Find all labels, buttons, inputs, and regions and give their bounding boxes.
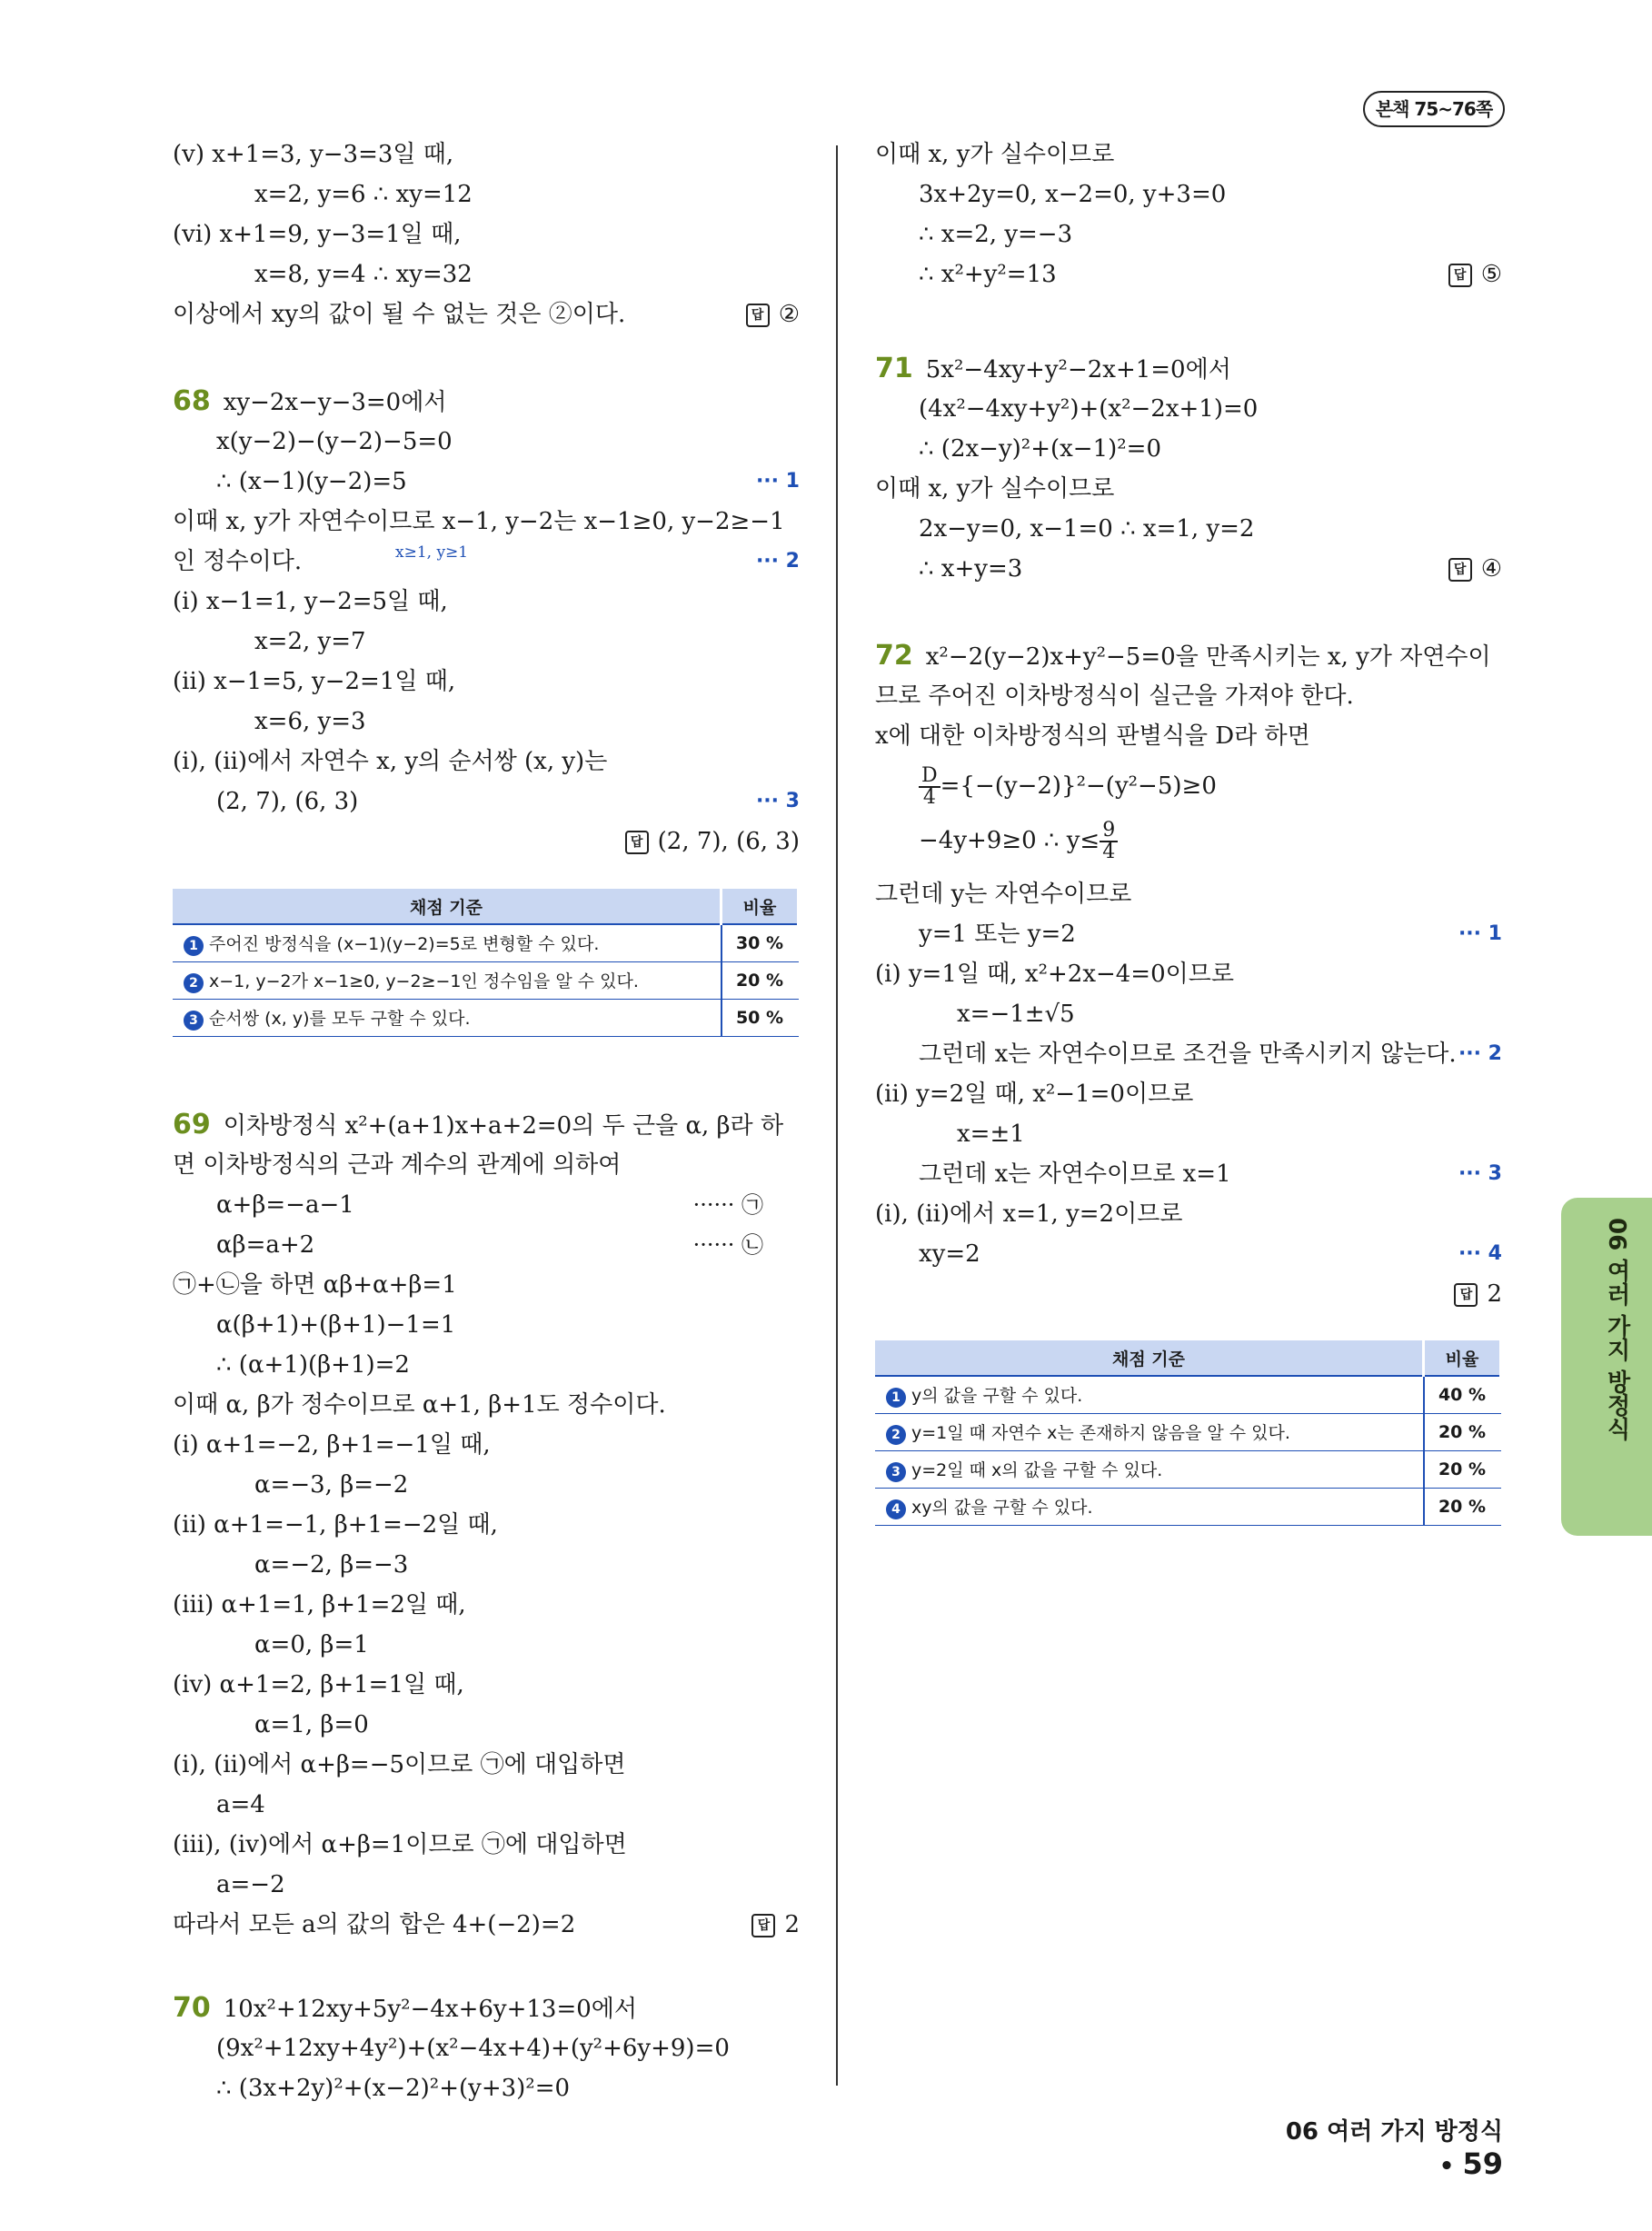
text-line-content: x²−2(y−2)x+y²−5=0을 만족시키는 x, y가 자연수이	[925, 643, 1491, 671]
text-line-content: 인 정수이다.	[173, 548, 303, 575]
problem-71-header	[875, 351, 1502, 387]
step-marker: ··· 3	[1458, 1162, 1502, 1185]
discriminant-line	[875, 763, 1502, 809]
text-line: α=0, β=1	[254, 1631, 369, 1658]
problem-69-header	[173, 1107, 800, 1143]
text-line: (iii) α+1=1, β+1=2일 때,	[173, 1591, 466, 1618]
criterion-number: 4	[886, 1499, 906, 1519]
text-line	[875, 1236, 1502, 1272]
criterion-number: 3	[184, 1011, 204, 1031]
criterion-number: 2	[886, 1425, 906, 1445]
page-range-badge: 본책 75~76쪽	[1363, 91, 1505, 127]
answer-label: 답	[746, 304, 770, 327]
text-line-content: αβ=a+2	[216, 1231, 315, 1259]
text-line: 이때 x, y가 실수이므로	[875, 475, 1115, 503]
scoring-table	[875, 1340, 1502, 1526]
column-divider	[836, 145, 838, 2086]
text-line-content: 그런데 x는 자연수이므로 x=1	[919, 1160, 1231, 1188]
table-header: 비율	[722, 889, 799, 924]
problem-70-header	[173, 1990, 800, 2027]
text-line-content: 10x²+12xy+5y²−4x+6y+13=0에서	[223, 1996, 638, 2023]
table-row	[173, 924, 799, 962]
text-line: 3x+2y=0, x−2=0, y+3=0	[919, 181, 1227, 208]
text-line: (i) x−1=1, y−2=5일 때,	[173, 588, 448, 615]
step-marker: ··· 3	[755, 790, 800, 812]
text-line: (vi) x+1=9, y−3=1일 때,	[173, 221, 462, 248]
criterion-percent: 30 %	[722, 924, 799, 962]
footer-chapter: 06 여러 가지 방정식 •	[1285, 2118, 1503, 2180]
problem-number: 72	[875, 640, 913, 672]
text-line-content: 따라서 모든 a의 값의 합은 4+(−2)=2	[173, 1911, 576, 1938]
text-line: x에 대한 이차방정식의 판별식을 D라 하면	[875, 722, 1310, 750]
text-line: a=−2	[216, 1871, 285, 1898]
text-line: (iv) α+1=2, β+1=1일 때,	[173, 1671, 464, 1698]
answer	[751, 1907, 800, 1943]
criterion-text: xy의 값을 구할 수 있다.	[911, 1498, 1093, 1518]
page-footer	[1272, 2113, 1503, 2181]
equation-tag: ······ ㉠	[692, 1192, 763, 1218]
answer	[1448, 551, 1502, 587]
answer	[625, 823, 800, 860]
text-line: (i) α+1=−2, β+1=−1일 때,	[173, 1431, 491, 1459]
criterion-text: 순서쌍 (x, y)를 모두 구할 수 있다.	[209, 1009, 471, 1029]
text-line	[173, 463, 800, 500]
criterion-number: 3	[886, 1462, 906, 1482]
answer	[746, 296, 800, 333]
criterion-percent: 40 %	[1424, 1376, 1501, 1414]
table-row	[875, 1376, 1501, 1414]
answer	[1454, 1276, 1502, 1312]
text-line	[875, 1276, 1502, 1312]
text-line-content: 이상에서 xy의 값이 될 수 없는 것은 ②이다.	[173, 301, 626, 328]
text-line: α=1, β=0	[254, 1711, 369, 1738]
answer-value: 2	[784, 1911, 800, 1938]
underline-note: x≥1, y≥1	[395, 543, 469, 562]
step-marker: ··· 2	[755, 550, 800, 573]
text-line: x=±1	[957, 1120, 1025, 1148]
text-line-content: xy−2x−y−3=0에서	[223, 389, 447, 416]
equation-tag: ······ ㉡	[692, 1232, 763, 1258]
chapter-side-tab-label: 06 여러 가지 방정식	[1603, 1218, 1630, 1441]
text-line-content: 이차방정식 x²+(a+1)x+a+2=0의 두 근을 α, β라 하	[223, 1112, 784, 1140]
criterion-percent: 50 %	[722, 1000, 799, 1037]
text-line	[875, 1036, 1502, 1072]
text-line-content: xy=2	[919, 1240, 980, 1268]
text-line: 그런데 y는 자연수이므로	[875, 881, 1132, 908]
table-row	[875, 1451, 1501, 1489]
problem-number: 69	[173, 1109, 211, 1140]
table-row	[173, 1000, 799, 1037]
page-number: 59	[1462, 2146, 1503, 2181]
table-header: 비율	[1424, 1340, 1501, 1376]
text-line: 면 이차방정식의 근과 계수의 관계에 의하여	[173, 1151, 622, 1179]
text-line-content: ∴ (x−1)(y−2)=5	[216, 468, 407, 495]
text-line: 이때 x, y가 자연수이므로 x−1, y−2는 x−1≥0, y−2≥−1	[173, 508, 785, 535]
table-row	[875, 1489, 1501, 1526]
text-line-content: ={−(y−2)}²−(y²−5)≥0	[940, 772, 1217, 800]
criterion-text: y=1일 때 자연수 x는 존재하지 않음을 알 수 있다.	[911, 1423, 1290, 1443]
text-line: α=−2, β=−3	[254, 1551, 409, 1579]
text-line: ㉠+㉡을 하면 αβ+α+β=1	[173, 1271, 457, 1299]
problem-72-header	[875, 638, 1502, 674]
text-line: (4x²−4xy+y²)+(x²−2x+1)=0	[919, 395, 1259, 423]
text-line: x=−1±√5	[957, 1001, 1075, 1028]
step-marker: ··· 1	[755, 470, 800, 493]
problem-number: 71	[875, 353, 913, 384]
text-line: x=2, y=6 ∴ xy=12	[254, 181, 473, 208]
text-line	[173, 296, 800, 333]
fraction-9-over-4: $\frac{9}{4}$	[1100, 821, 1118, 862]
text-line: α=−3, β=−2	[254, 1471, 409, 1499]
criterion-text: y=2일 때 x의 값을 구할 수 있다.	[911, 1460, 1163, 1480]
text-line: x(y−2)−(y−2)−5=0	[216, 428, 453, 455]
answer-label: 답	[1448, 558, 1472, 582]
text-line: 므로 주어진 이차방정식이 실근을 가져야 한다.	[875, 682, 1354, 710]
text-line-content: ∴ x+y=3	[919, 555, 1023, 583]
table-header: 채점 기준	[173, 889, 722, 924]
answer-value: (2, 7), (6, 3)	[657, 828, 800, 855]
text-line: (9x²+12xy+4y²)+(x²−4x+4)+(y²+6y+9)=0	[216, 2035, 730, 2062]
criterion-percent: 20 %	[1424, 1489, 1501, 1526]
text-line	[875, 916, 1502, 952]
text-line	[173, 1227, 800, 1263]
text-line: (ii) α+1=−1, β+1=−2일 때,	[173, 1511, 498, 1539]
text-line-content: 그런데 x는 자연수이므로 조건을 만족시키지 않는다.	[919, 1041, 1457, 1068]
answer-label: 답	[1454, 1283, 1478, 1307]
text-line: ∴ (3x+2y)²+(x−2)²+(y+3)²=0	[216, 2075, 571, 2102]
text-line: ∴ (α+1)(β+1)=2	[216, 1351, 410, 1379]
criterion-percent: 20 %	[722, 962, 799, 1000]
text-line	[173, 823, 800, 860]
answer-label: 답	[625, 831, 649, 854]
text-line	[875, 256, 1502, 293]
text-line	[173, 543, 800, 580]
criterion-number: 2	[184, 973, 204, 993]
text-line: x=2, y=7	[254, 628, 366, 655]
text-line: a=4	[216, 1791, 265, 1818]
criterion-percent: 20 %	[1424, 1414, 1501, 1451]
text-line	[173, 783, 800, 820]
text-line: (i) y=1일 때, x²+2x−4=0이므로	[875, 961, 1234, 988]
step-marker: ··· 4	[1458, 1242, 1502, 1265]
text-line-content: α+β=−a−1	[216, 1191, 354, 1219]
text-line: x=6, y=3	[254, 708, 366, 735]
answer-value: ④	[1480, 555, 1502, 583]
text-line: 이때 x, y가 실수이므로	[875, 141, 1115, 168]
text-line: (i), (ii)에서 α+β=−5이므로 ㉠에 대입하면	[173, 1751, 626, 1778]
text-line-content: y=1 또는 y=2	[919, 921, 1076, 948]
criterion-number: 1	[184, 936, 204, 956]
text-line: (ii) y=2일 때, x²−1=0이므로	[875, 1081, 1194, 1108]
text-line-content: ∴ x²+y²=13	[919, 261, 1057, 288]
criterion-text: y의 값을 구할 수 있다.	[911, 1386, 1083, 1406]
answer-value: ②	[778, 301, 800, 328]
text-line	[173, 1907, 800, 1943]
text-line: (ii) x−1=5, y−2=1일 때,	[173, 668, 456, 695]
table-row	[173, 962, 799, 1000]
problem-number: 68	[173, 385, 211, 417]
scoring-table	[173, 889, 800, 1037]
fraction-d-over-4: $\frac{D}{4}$	[919, 766, 940, 808]
table-header: 채점 기준	[875, 1340, 1424, 1376]
text-line: x=8, y=4 ∴ xy=32	[254, 261, 473, 288]
text-line: α(β+1)+(β+1)−1=1	[216, 1311, 456, 1339]
criterion-text: x−1, y−2가 x−1≥0, y−2≥−1인 정수임을 알 수 있다.	[209, 971, 639, 991]
text-line	[875, 1156, 1502, 1192]
answer-value: 2	[1487, 1280, 1502, 1308]
problem-number: 70	[173, 1992, 211, 2024]
text-line: 2x−y=0, x−1=0 ∴ x=1, y=2	[919, 515, 1255, 543]
inequality-line	[875, 818, 1502, 863]
table-row	[875, 1414, 1501, 1451]
text-line: 이때 α, β가 정수이므로 α+1, β+1도 정수이다.	[173, 1391, 666, 1419]
answer-label: 답	[751, 1914, 775, 1937]
criterion-text: 주어진 방정식을 (x−1)(y−2)=5로 변형할 수 있다.	[209, 934, 600, 954]
text-line: ∴ (2x−y)²+(x−1)²=0	[919, 435, 1162, 463]
step-marker: ··· 2	[1458, 1042, 1502, 1065]
text-line-content: −4y+9≥0 ∴ y≤	[919, 827, 1100, 854]
criterion-number: 1	[886, 1388, 906, 1408]
text-line: ∴ x=2, y=−3	[919, 221, 1073, 248]
text-line-content: 5x²−4xy+y²−2x+1=0에서	[925, 356, 1231, 383]
criterion-percent: 20 %	[1424, 1451, 1501, 1489]
answer-label: 답	[1448, 264, 1472, 287]
text-line: (iii), (iv)에서 α+β=1이므로 ㉠에 대입하면	[173, 1831, 627, 1858]
text-line-content: (2, 7), (6, 3)	[216, 788, 359, 815]
step-marker: ··· 1	[1458, 922, 1502, 945]
answer	[1448, 256, 1502, 293]
problem-68-header	[173, 383, 800, 420]
text-line: (v) x+1=3, y−3=3일 때,	[173, 141, 454, 168]
text-line	[875, 551, 1502, 587]
answer-value: ⑤	[1480, 261, 1502, 288]
text-line: (i), (ii)에서 x=1, y=2이므로	[875, 1200, 1183, 1228]
text-line: (i), (ii)에서 자연수 x, y의 순서쌍 (x, y)는	[173, 748, 608, 775]
text-line	[173, 1187, 800, 1223]
